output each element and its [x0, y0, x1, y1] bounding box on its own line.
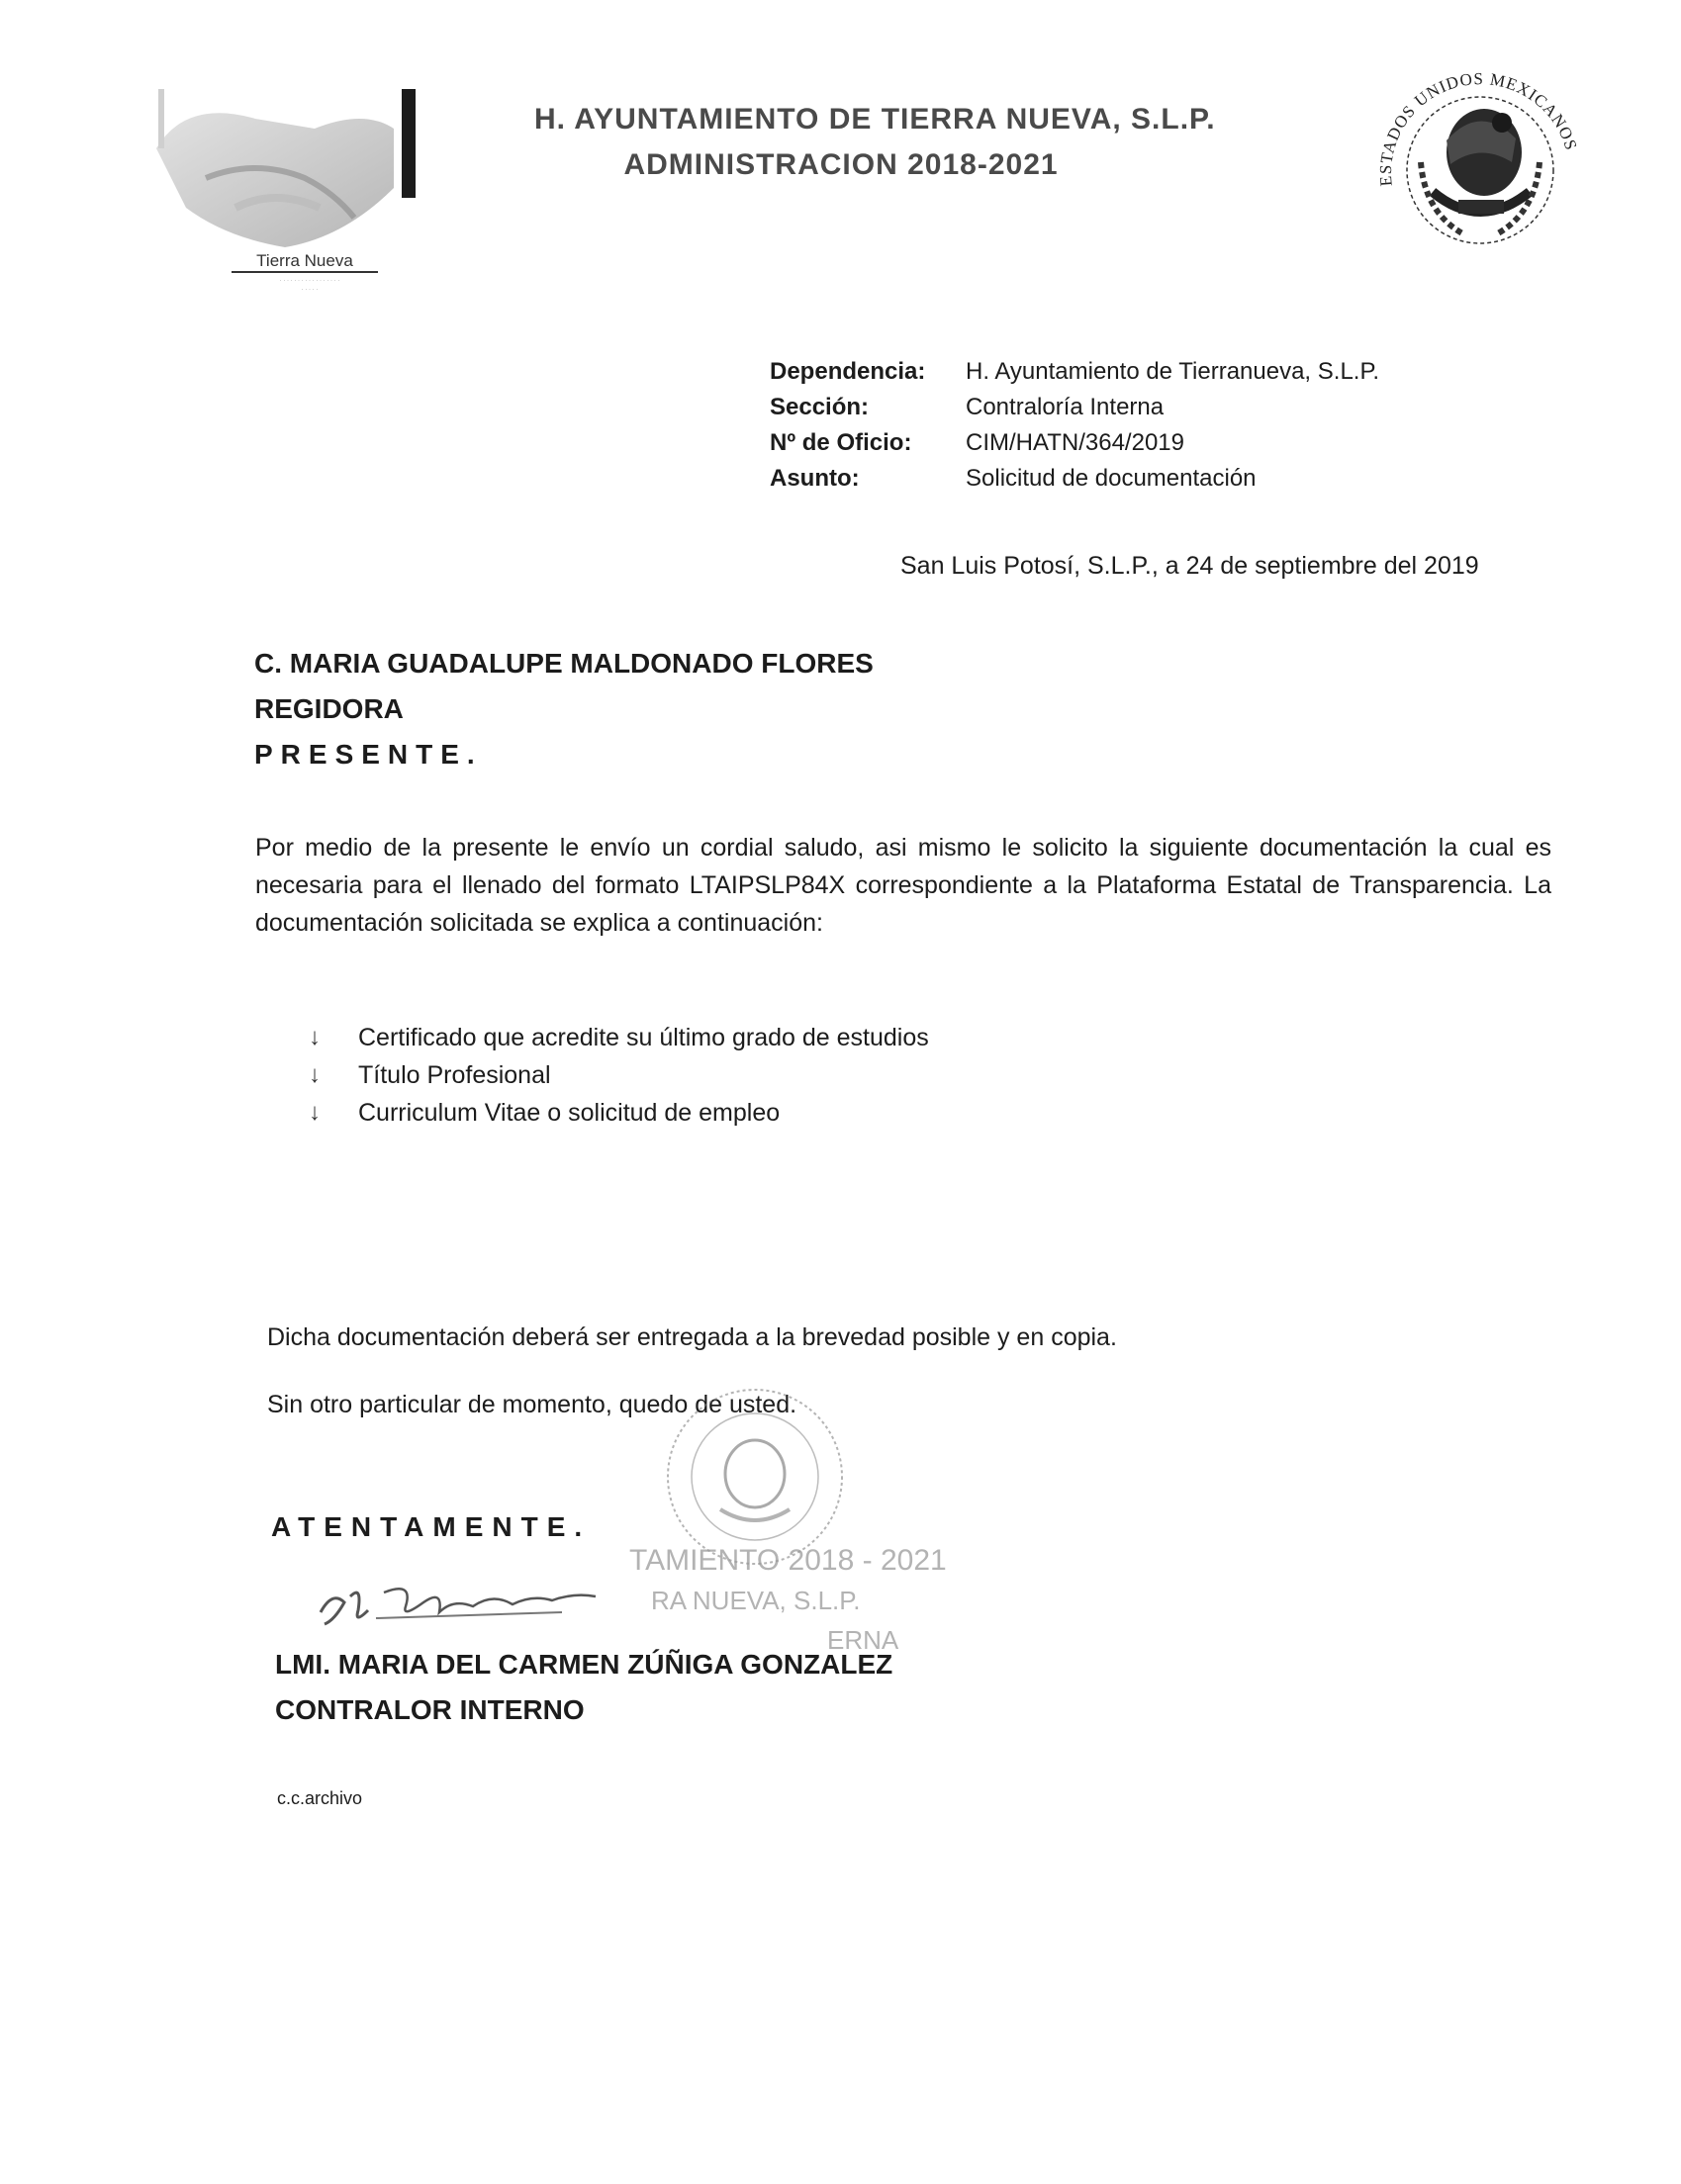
list-item: [309, 1056, 929, 1094]
mexico-coat-of-arms-seal: [1363, 44, 1597, 277]
svg-text:ESTADOS UNIDOS MEXICANOS: ESTADOS UNIDOS MEXICANOS: [1375, 69, 1581, 188]
recipient-name: C. MARIA GUADALUPE MALDONADO FLORES: [254, 648, 874, 679]
meta-value: CIM/HATN/364/2019: [966, 429, 1184, 456]
list-item-text: Curriculum Vitae o solicitud de empleo: [358, 1099, 781, 1127]
logo-tagline: · · · · · · · · · · · · · · · · · · · · · ·: [279, 278, 340, 293]
page-title: H. AYUNTAMIENTO DE TIERRA NUEVA, S.L.P.: [534, 103, 1216, 136]
logo-caption: Tierra Nueva: [226, 251, 384, 273]
list-item: [309, 1019, 929, 1056]
meta-row-dependencia: [770, 354, 1379, 390]
atentamente-label: ATENTAMENTE.: [271, 1511, 592, 1542]
meta-label: Sección:: [770, 394, 870, 420]
arrow-down-icon: ↓: [309, 1099, 321, 1126]
cc-archivo: c.c.archivo: [277, 1788, 363, 1808]
handwritten-signature: [315, 1563, 602, 1632]
meta-value: Contraloría Interna: [966, 394, 1165, 420]
arrow-down-icon: ↓: [309, 1061, 321, 1088]
recipient-block: [254, 641, 874, 777]
recipient-role: REGIDORA: [254, 693, 404, 724]
meta-value: H. Ayuntamiento de Tierranueva, S.L.P.: [966, 358, 1380, 385]
list-item-text: Título Profesional: [358, 1061, 551, 1089]
meta-value: Solicitud de documentación: [966, 465, 1257, 492]
body-paragraph: Por medio de la presente le envío un cordial saludo, asi mismo le solicito la siguiente documentación la cual es necesaria para el llenado del formato LTAIPSLP84X correspondiente a la Plataforma Estatal de Transparencia. La documentación solicitada se explica a continuación:: [255, 834, 1551, 937]
document-meta: [770, 354, 1379, 497]
meta-row-oficio: [770, 425, 1379, 461]
arrow-down-icon: ↓: [309, 1024, 321, 1050]
signer-name: LMI. MARIA DEL CARMEN ZÚÑIGA GONZALEZ: [275, 1649, 893, 1680]
closing-sentence-2: Sin otro particular de momento, quedo de usted.: [267, 1391, 797, 1418]
recipient-presente: PRESENTE.: [254, 739, 483, 770]
date-line: San Luis Potosí, S.L.P., a 24 de septiembre del 2019: [900, 552, 1479, 580]
signer-block: [275, 1642, 892, 1733]
meta-label: Asunto:: [770, 465, 860, 492]
signer-role: CONTRALOR INTERNO: [275, 1694, 585, 1725]
stamp-line: TAMIENTO 2018 - 2021: [629, 1544, 947, 1577]
stamp-line: ERNA: [827, 1625, 899, 1655]
list-item: [309, 1094, 929, 1132]
list-item-text: Certificado que acredite su último grado de estudios: [358, 1024, 929, 1051]
page-subtitle: ADMINISTRACION 2018-2021: [623, 148, 1059, 181]
meta-row-seccion: [770, 390, 1379, 425]
stamp-line: RA NUEVA, S.L.P.: [651, 1586, 861, 1615]
closing-sentence-1: Dicha documentación deberá ser entregada a la brevedad posible y en copia.: [267, 1323, 1117, 1351]
meta-label: Dependencia:: [770, 358, 926, 385]
meta-row-asunto: [770, 461, 1379, 497]
meta-label: Nº de Oficio:: [770, 429, 912, 456]
requested-documents-list: [309, 1019, 929, 1132]
